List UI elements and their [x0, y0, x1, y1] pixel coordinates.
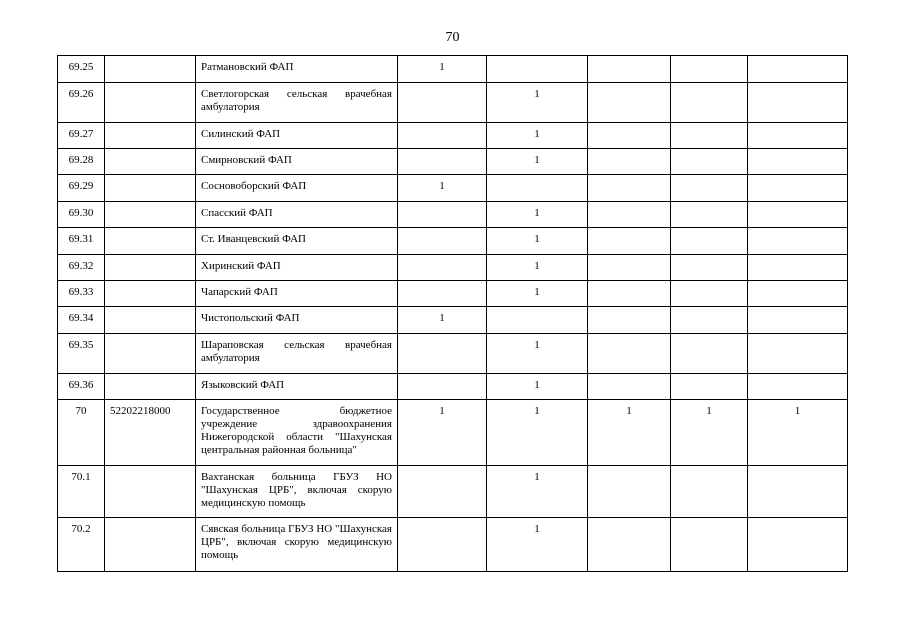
- table-row: [58, 228, 848, 255]
- facility-name-cell: Вахтанская больница ГБУЗ НО "Шахунская ЦРБ", включая скорую медицинскую помощь: [196, 466, 398, 518]
- value-cell-4: [671, 518, 748, 572]
- code-cell: [105, 518, 196, 572]
- table-row: [58, 400, 848, 466]
- value-cell-5: [748, 518, 848, 572]
- value-cell-1: 1: [398, 400, 487, 466]
- value-cell-5: [748, 374, 848, 400]
- table-row: [58, 123, 848, 149]
- row-number-cell: 69.36: [58, 374, 105, 400]
- code-cell: [105, 307, 196, 334]
- facility-name-cell: Сявская больница ГБУЗ НО "Шахунская ЦРБ", включая скорую медицинскую помощь: [196, 518, 398, 572]
- value-cell-3: [588, 56, 671, 83]
- value-cell-4: [671, 374, 748, 400]
- facility-name-cell: Светлогорская сельская врачебная амбулатория: [196, 83, 398, 123]
- table-row: [58, 149, 848, 175]
- code-cell: [105, 123, 196, 149]
- value-cell-3: [588, 307, 671, 334]
- table-row: [58, 202, 848, 228]
- value-cell-2: 1: [487, 400, 588, 466]
- value-cell-5: [748, 149, 848, 175]
- facility-name-cell: Смирновский ФАП: [196, 149, 398, 175]
- value-cell-2: 1: [487, 281, 588, 307]
- value-cell-4: [671, 281, 748, 307]
- value-cell-3: [588, 123, 671, 149]
- value-cell-2: 1: [487, 255, 588, 281]
- value-cell-4: [671, 175, 748, 202]
- facility-name-cell: Государственное бюджетное учреждение здравоохранения Нижегородской области "Шахунская центральная районная больница": [196, 400, 398, 466]
- row-number-cell: 69.32: [58, 255, 105, 281]
- value-cell-5: [748, 307, 848, 334]
- code-cell: [105, 83, 196, 123]
- code-cell: [105, 281, 196, 307]
- value-cell-2: 1: [487, 149, 588, 175]
- value-cell-1: [398, 123, 487, 149]
- value-cell-4: 1: [671, 400, 748, 466]
- value-cell-1: [398, 518, 487, 572]
- value-cell-1: 1: [398, 307, 487, 334]
- code-cell: [105, 56, 196, 83]
- value-cell-1: 1: [398, 56, 487, 83]
- code-cell: [105, 374, 196, 400]
- value-cell-5: [748, 255, 848, 281]
- facility-name-cell: Хиринский ФАП: [196, 255, 398, 281]
- value-cell-4: [671, 334, 748, 374]
- table-row: [58, 255, 848, 281]
- facilities-table: [57, 55, 848, 572]
- facility-name-cell: Спасский ФАП: [196, 202, 398, 228]
- value-cell-5: [748, 334, 848, 374]
- value-cell-1: [398, 149, 487, 175]
- table-row: [58, 281, 848, 307]
- value-cell-3: [588, 334, 671, 374]
- value-cell-1: [398, 466, 487, 518]
- value-cell-1: [398, 255, 487, 281]
- table-row: [58, 175, 848, 202]
- table-row: [58, 307, 848, 334]
- value-cell-3: [588, 255, 671, 281]
- value-cell-2: [487, 175, 588, 202]
- row-number-cell: 70: [58, 400, 105, 466]
- value-cell-5: [748, 123, 848, 149]
- value-cell-5: [748, 281, 848, 307]
- code-cell: [105, 202, 196, 228]
- row-number-cell: 69.33: [58, 281, 105, 307]
- value-cell-3: [588, 281, 671, 307]
- value-cell-5: [748, 56, 848, 83]
- value-cell-5: [748, 202, 848, 228]
- facility-name-cell: Чистопольский ФАП: [196, 307, 398, 334]
- value-cell-3: [588, 149, 671, 175]
- value-cell-4: [671, 83, 748, 123]
- row-number-cell: 69.31: [58, 228, 105, 255]
- code-cell: [105, 334, 196, 374]
- value-cell-1: [398, 228, 487, 255]
- facility-name-cell: Чапарский ФАП: [196, 281, 398, 307]
- value-cell-2: 1: [487, 466, 588, 518]
- code-cell: [105, 175, 196, 202]
- value-cell-4: [671, 466, 748, 518]
- row-number-cell: 69.27: [58, 123, 105, 149]
- facility-name-cell: Силинский ФАП: [196, 123, 398, 149]
- value-cell-2: 1: [487, 228, 588, 255]
- row-number-cell: 69.25: [58, 56, 105, 83]
- value-cell-5: 1: [748, 400, 848, 466]
- value-cell-3: [588, 374, 671, 400]
- code-cell: [105, 149, 196, 175]
- code-cell: [105, 255, 196, 281]
- row-number-cell: 69.29: [58, 175, 105, 202]
- row-number-cell: 70.2: [58, 518, 105, 572]
- value-cell-2: 1: [487, 334, 588, 374]
- value-cell-4: [671, 255, 748, 281]
- value-cell-3: 1: [588, 400, 671, 466]
- facility-name-cell: Сосновоборский ФАП: [196, 175, 398, 202]
- code-cell: [105, 228, 196, 255]
- value-cell-4: [671, 202, 748, 228]
- facility-name-cell: Ст. Иванцевский ФАП: [196, 228, 398, 255]
- value-cell-2: [487, 56, 588, 83]
- row-number-cell: 69.26: [58, 83, 105, 123]
- value-cell-5: [748, 83, 848, 123]
- page-number: 70: [445, 30, 460, 45]
- value-cell-4: [671, 123, 748, 149]
- value-cell-2: 1: [487, 123, 588, 149]
- row-number-cell: 69.28: [58, 149, 105, 175]
- value-cell-4: [671, 149, 748, 175]
- value-cell-4: [671, 228, 748, 255]
- table-row: [58, 518, 848, 572]
- row-number-cell: 70.1: [58, 466, 105, 518]
- value-cell-2: 1: [487, 83, 588, 123]
- value-cell-5: [748, 466, 848, 518]
- value-cell-4: [671, 56, 748, 83]
- table-body: [58, 56, 848, 572]
- value-cell-2: 1: [487, 518, 588, 572]
- value-cell-5: [748, 175, 848, 202]
- facility-name-cell: Языковский ФАП: [196, 374, 398, 400]
- row-number-cell: 69.30: [58, 202, 105, 228]
- value-cell-2: [487, 307, 588, 334]
- value-cell-4: [671, 307, 748, 334]
- value-cell-1: [398, 202, 487, 228]
- row-number-cell: 69.34: [58, 307, 105, 334]
- value-cell-1: [398, 374, 487, 400]
- value-cell-3: [588, 518, 671, 572]
- facility-name-cell: Шараповская сельская врачебная амбулатория: [196, 334, 398, 374]
- value-cell-3: [588, 228, 671, 255]
- value-cell-1: 1: [398, 175, 487, 202]
- value-cell-1: [398, 334, 487, 374]
- value-cell-3: [588, 202, 671, 228]
- facility-name-cell: Ратмановский ФАП: [196, 56, 398, 83]
- value-cell-3: [588, 466, 671, 518]
- value-cell-1: [398, 281, 487, 307]
- row-number-cell: 69.35: [58, 334, 105, 374]
- table-row: [58, 56, 848, 83]
- table-row: [58, 466, 848, 518]
- value-cell-3: [588, 175, 671, 202]
- table-row: [58, 83, 848, 123]
- value-cell-3: [588, 83, 671, 123]
- value-cell-2: 1: [487, 202, 588, 228]
- value-cell-2: 1: [487, 374, 588, 400]
- code-cell: 52202218000: [105, 400, 196, 466]
- table-row: [58, 334, 848, 374]
- value-cell-5: [748, 228, 848, 255]
- table-row: [58, 374, 848, 400]
- value-cell-1: [398, 83, 487, 123]
- code-cell: [105, 466, 196, 518]
